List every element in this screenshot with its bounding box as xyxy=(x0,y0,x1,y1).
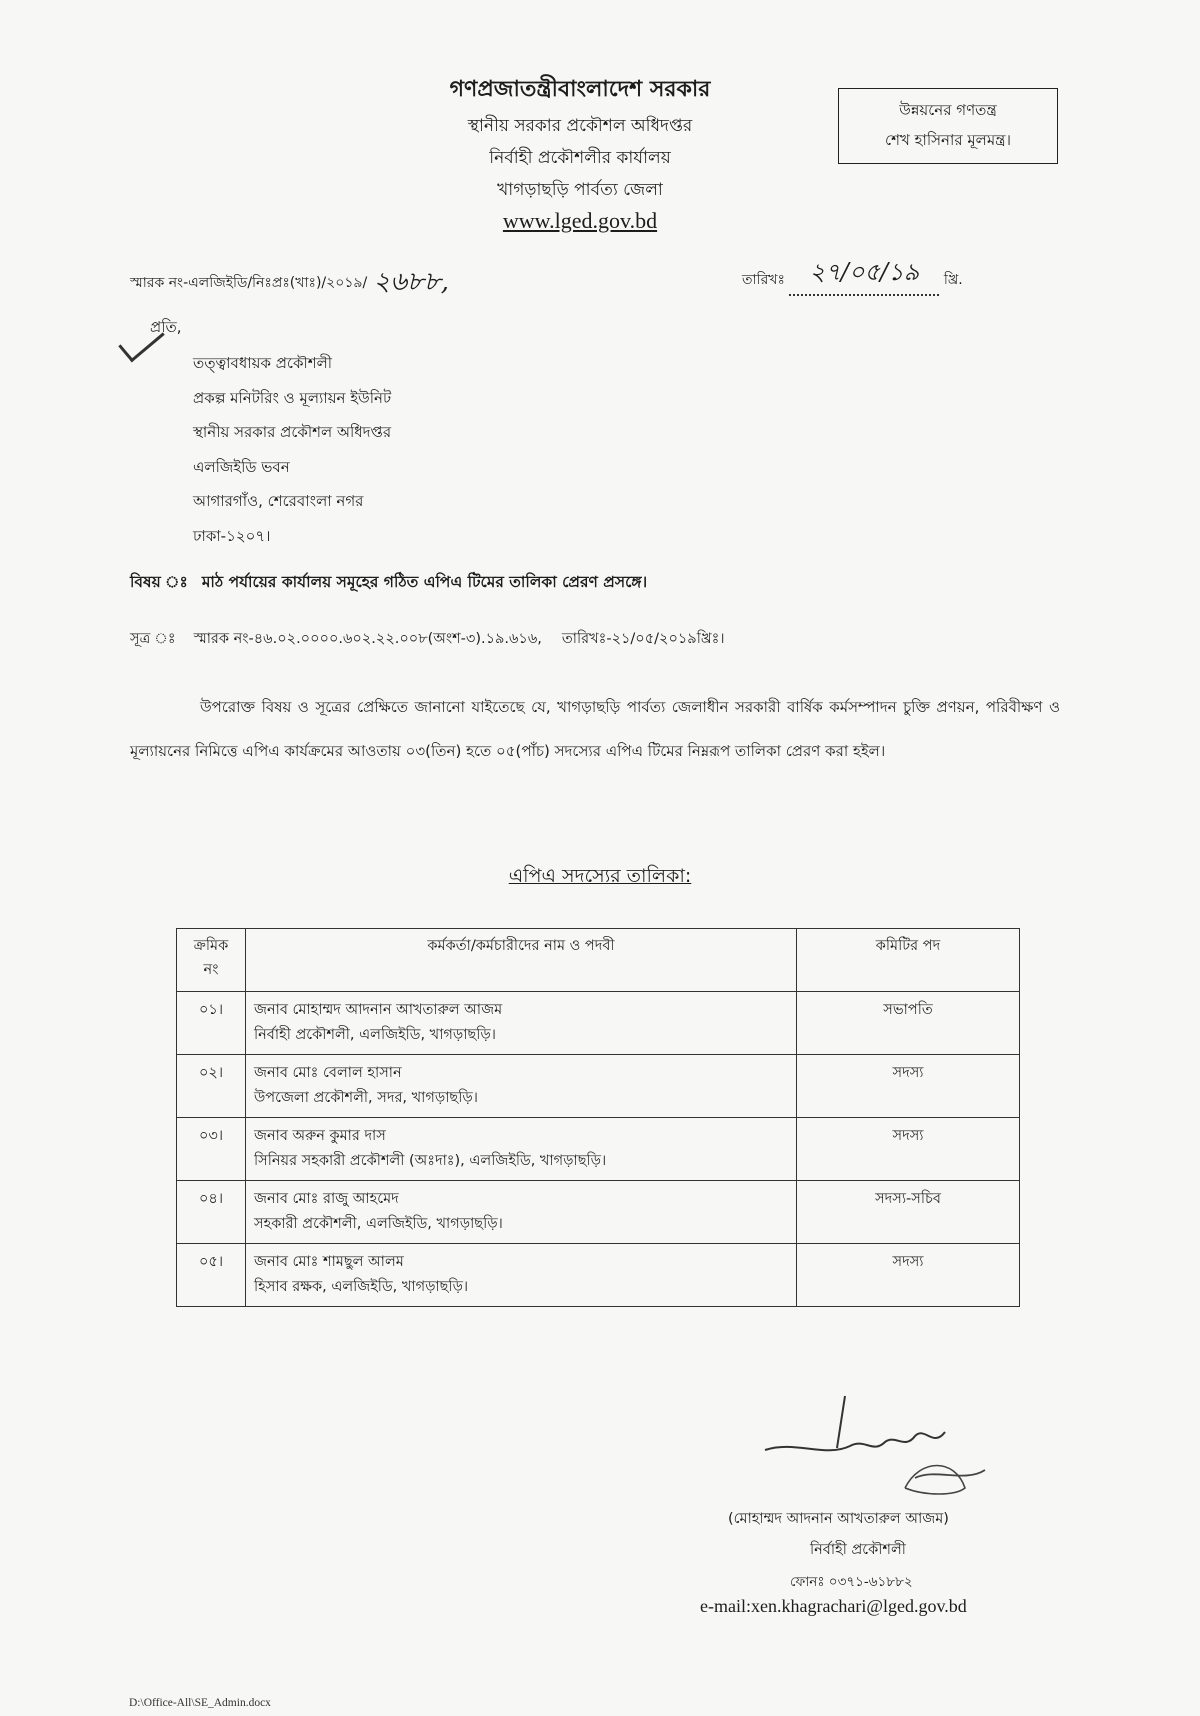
apa-member-table xyxy=(176,928,1020,1307)
footer-file-path: D:\Office-All\SE_Admin.docx xyxy=(129,1697,271,1709)
member-name: জনাব মোঃ বেলাল হাসান xyxy=(254,1065,402,1081)
row-role: সদস্য xyxy=(797,1118,1020,1181)
member-designation: সিনিয়র সহকারী প্রকৌশলী (অঃদাঃ), এলজিইডি, খাগড়াছড়ি। xyxy=(254,1153,607,1169)
date-handwritten: ২৭/০৫/১৯ xyxy=(809,258,920,286)
body-paragraph: উপরোক্ত বিষয় ও সূত্রের প্রেক্ষিতে জানানো যাইতেছে যে, খাগড়াছড়ি পার্বত্য জেলাধীন সরকারী বার্ষিক কর্মসম্পাদন চুক্তি প্রণয়ন, পরিবীক্ষণ ও মূল্যায়নের নিমিত্তে এপিএ কার্যক্রমের আওতায় ০৩(তিন) হতে ০৫(পাঁচ) সদস্যের এপিএ টিমের নিম্নরূপ তালিকা প্রেরণ করা হইল। xyxy=(130,698,1060,760)
department-name: স্থানীয় সরকার প্রকৌশল অধিদপ্তর xyxy=(467,116,693,136)
name-header: কর্মকর্তা/কর্মচারীদের নাম ও পদবী xyxy=(246,929,797,992)
signatory-email[interactable]: e-mail:xen.khagrachari@lged.gov.bd xyxy=(700,1596,967,1616)
website-link[interactable]: www.lged.gov.bd xyxy=(502,208,658,233)
recipient-line: স্থানীয় সরকার প্রকৌশল অধিদপ্তর xyxy=(193,423,392,441)
table-title: এপিএ সদস্যের তালিকা: xyxy=(508,865,692,887)
table-row xyxy=(177,1118,1020,1181)
date-label: তারিখঃ xyxy=(742,272,785,288)
recipient-line: প্রকল্প মনিটরিং ও মূল্যায়ন ইউনিট xyxy=(193,388,392,407)
table-header-row xyxy=(177,929,1020,992)
govt-title: গণপ্রজাতন্ত্রীবাংলাদেশ সরকার xyxy=(449,77,711,102)
row-role: সদস্য xyxy=(797,1244,1020,1307)
reference-sutra xyxy=(130,628,725,652)
row-serial: ০১। xyxy=(177,992,246,1055)
member-name: জনাব মোঃ রাজু আহমেদ xyxy=(254,1191,399,1207)
member-name: জনাব মোহাম্মদ আদনান আখতারুল আজম xyxy=(254,1002,503,1018)
recipient-line: আগারগাঁও, শেরেবাংলা নগর xyxy=(193,492,364,510)
table-row xyxy=(177,1244,1020,1307)
signatory-name: (মোহাম্মদ আদনান আখতারুল আজম) xyxy=(728,1511,949,1527)
recipient-line: ঢাকা-১২০৭। xyxy=(193,526,271,545)
signatory-phone: ফোনঃ ০৩৭১-৬১৮৮২ xyxy=(790,1574,913,1590)
row-name-cell xyxy=(246,1055,797,1118)
table-row xyxy=(177,1055,1020,1118)
signature-scribble-icon xyxy=(755,1388,995,1498)
office-name: নির্বাহী প্রকৌশলীর কার্যালয় xyxy=(489,148,671,168)
sutra-label: সূত্র ঃ xyxy=(130,631,176,647)
serial-header-line-1: ক্রমিক xyxy=(193,938,229,954)
date-field xyxy=(789,254,939,296)
row-serial: ০৩। xyxy=(177,1118,246,1181)
subject-text: মাঠ পর্যায়ের কার্যালয় সমূহের গঠিত এপিএ টিমের তালিকা প্রেরণ প্রসঙ্গে। xyxy=(201,573,648,591)
slogan-line-1: উন্নয়নের গণতন্ত্র xyxy=(899,101,997,119)
member-name: জনাব অরুন কুমার দাস xyxy=(254,1128,386,1144)
row-role: সদস্য xyxy=(797,1055,1020,1118)
memo-prefix: স্মারক নং-এলজিইডি/নিঃপ্রঃ(খাঃ)/২০১৯/ xyxy=(130,275,368,291)
recipient-address xyxy=(193,346,391,553)
row-name-cell xyxy=(246,1181,797,1244)
row-role: সদস্য-সচিব xyxy=(797,1181,1020,1244)
member-name: জনাব মোঃ শামছুল আলম xyxy=(254,1254,404,1270)
table-row xyxy=(177,992,1020,1055)
row-role: সভাপতি xyxy=(797,992,1020,1055)
subject-line xyxy=(130,570,647,596)
row-name-cell xyxy=(246,1118,797,1181)
row-serial: ০৪। xyxy=(177,1181,246,1244)
member-designation: উপজেলা প্রকৌশলী, সদর, খাগড়াছড়ি। xyxy=(254,1090,478,1106)
subject-label: বিষয় ঃ xyxy=(130,573,188,591)
recipient-line: তত্ত্বাবধায়ক প্রকৌশলী xyxy=(193,354,333,372)
letter-date xyxy=(742,258,963,300)
serial-header-line-2: নং xyxy=(203,962,219,978)
row-name-cell xyxy=(246,992,797,1055)
table-row xyxy=(177,1181,1020,1244)
slogan-line-2: শেখ হাসিনার মূলমন্ত্র। xyxy=(885,131,1011,149)
row-serial: ০২। xyxy=(177,1055,246,1118)
row-serial: ০৫। xyxy=(177,1244,246,1307)
member-designation: সহকারী প্রকৌশলী, এলজিইডি, খাগড়াছড়ি। xyxy=(254,1216,503,1232)
district-name: খাগড়াছড়ি পার্বত্য জেলা xyxy=(497,180,663,200)
date-suffix: খ্রি. xyxy=(943,272,963,288)
serial-header xyxy=(177,929,246,992)
member-designation: নির্বাহী প্রকৌশলী, এলজিইডি, খাগড়াছড়ি। xyxy=(254,1027,496,1043)
sutra-memo: স্মারক নং-৪৬.০২.০০০০.৬০২.২২.০০৮(অংশ-৩).১৯.৬১৬, xyxy=(193,631,542,647)
signatory-designation: নির্বাহী প্রকৌশলী xyxy=(810,1542,906,1558)
memo-handwritten-number: ২৬৮৮, xyxy=(373,267,450,297)
row-name-cell xyxy=(246,1244,797,1307)
memo-reference xyxy=(130,258,449,302)
recipient-line: এলজিইডি ভবন xyxy=(193,457,290,476)
recipient-to-label: প্রতি, xyxy=(150,318,182,336)
member-designation: হিসাব রক্ষক, এলজিইডি, খাগড়াছড়ি। xyxy=(254,1279,469,1295)
sutra-date: তারিখঃ-২১/০৫/২০১৯খ্রিঃ। xyxy=(561,631,725,647)
slogan-box xyxy=(838,88,1058,164)
role-header: কমিটির পদ xyxy=(797,929,1020,992)
